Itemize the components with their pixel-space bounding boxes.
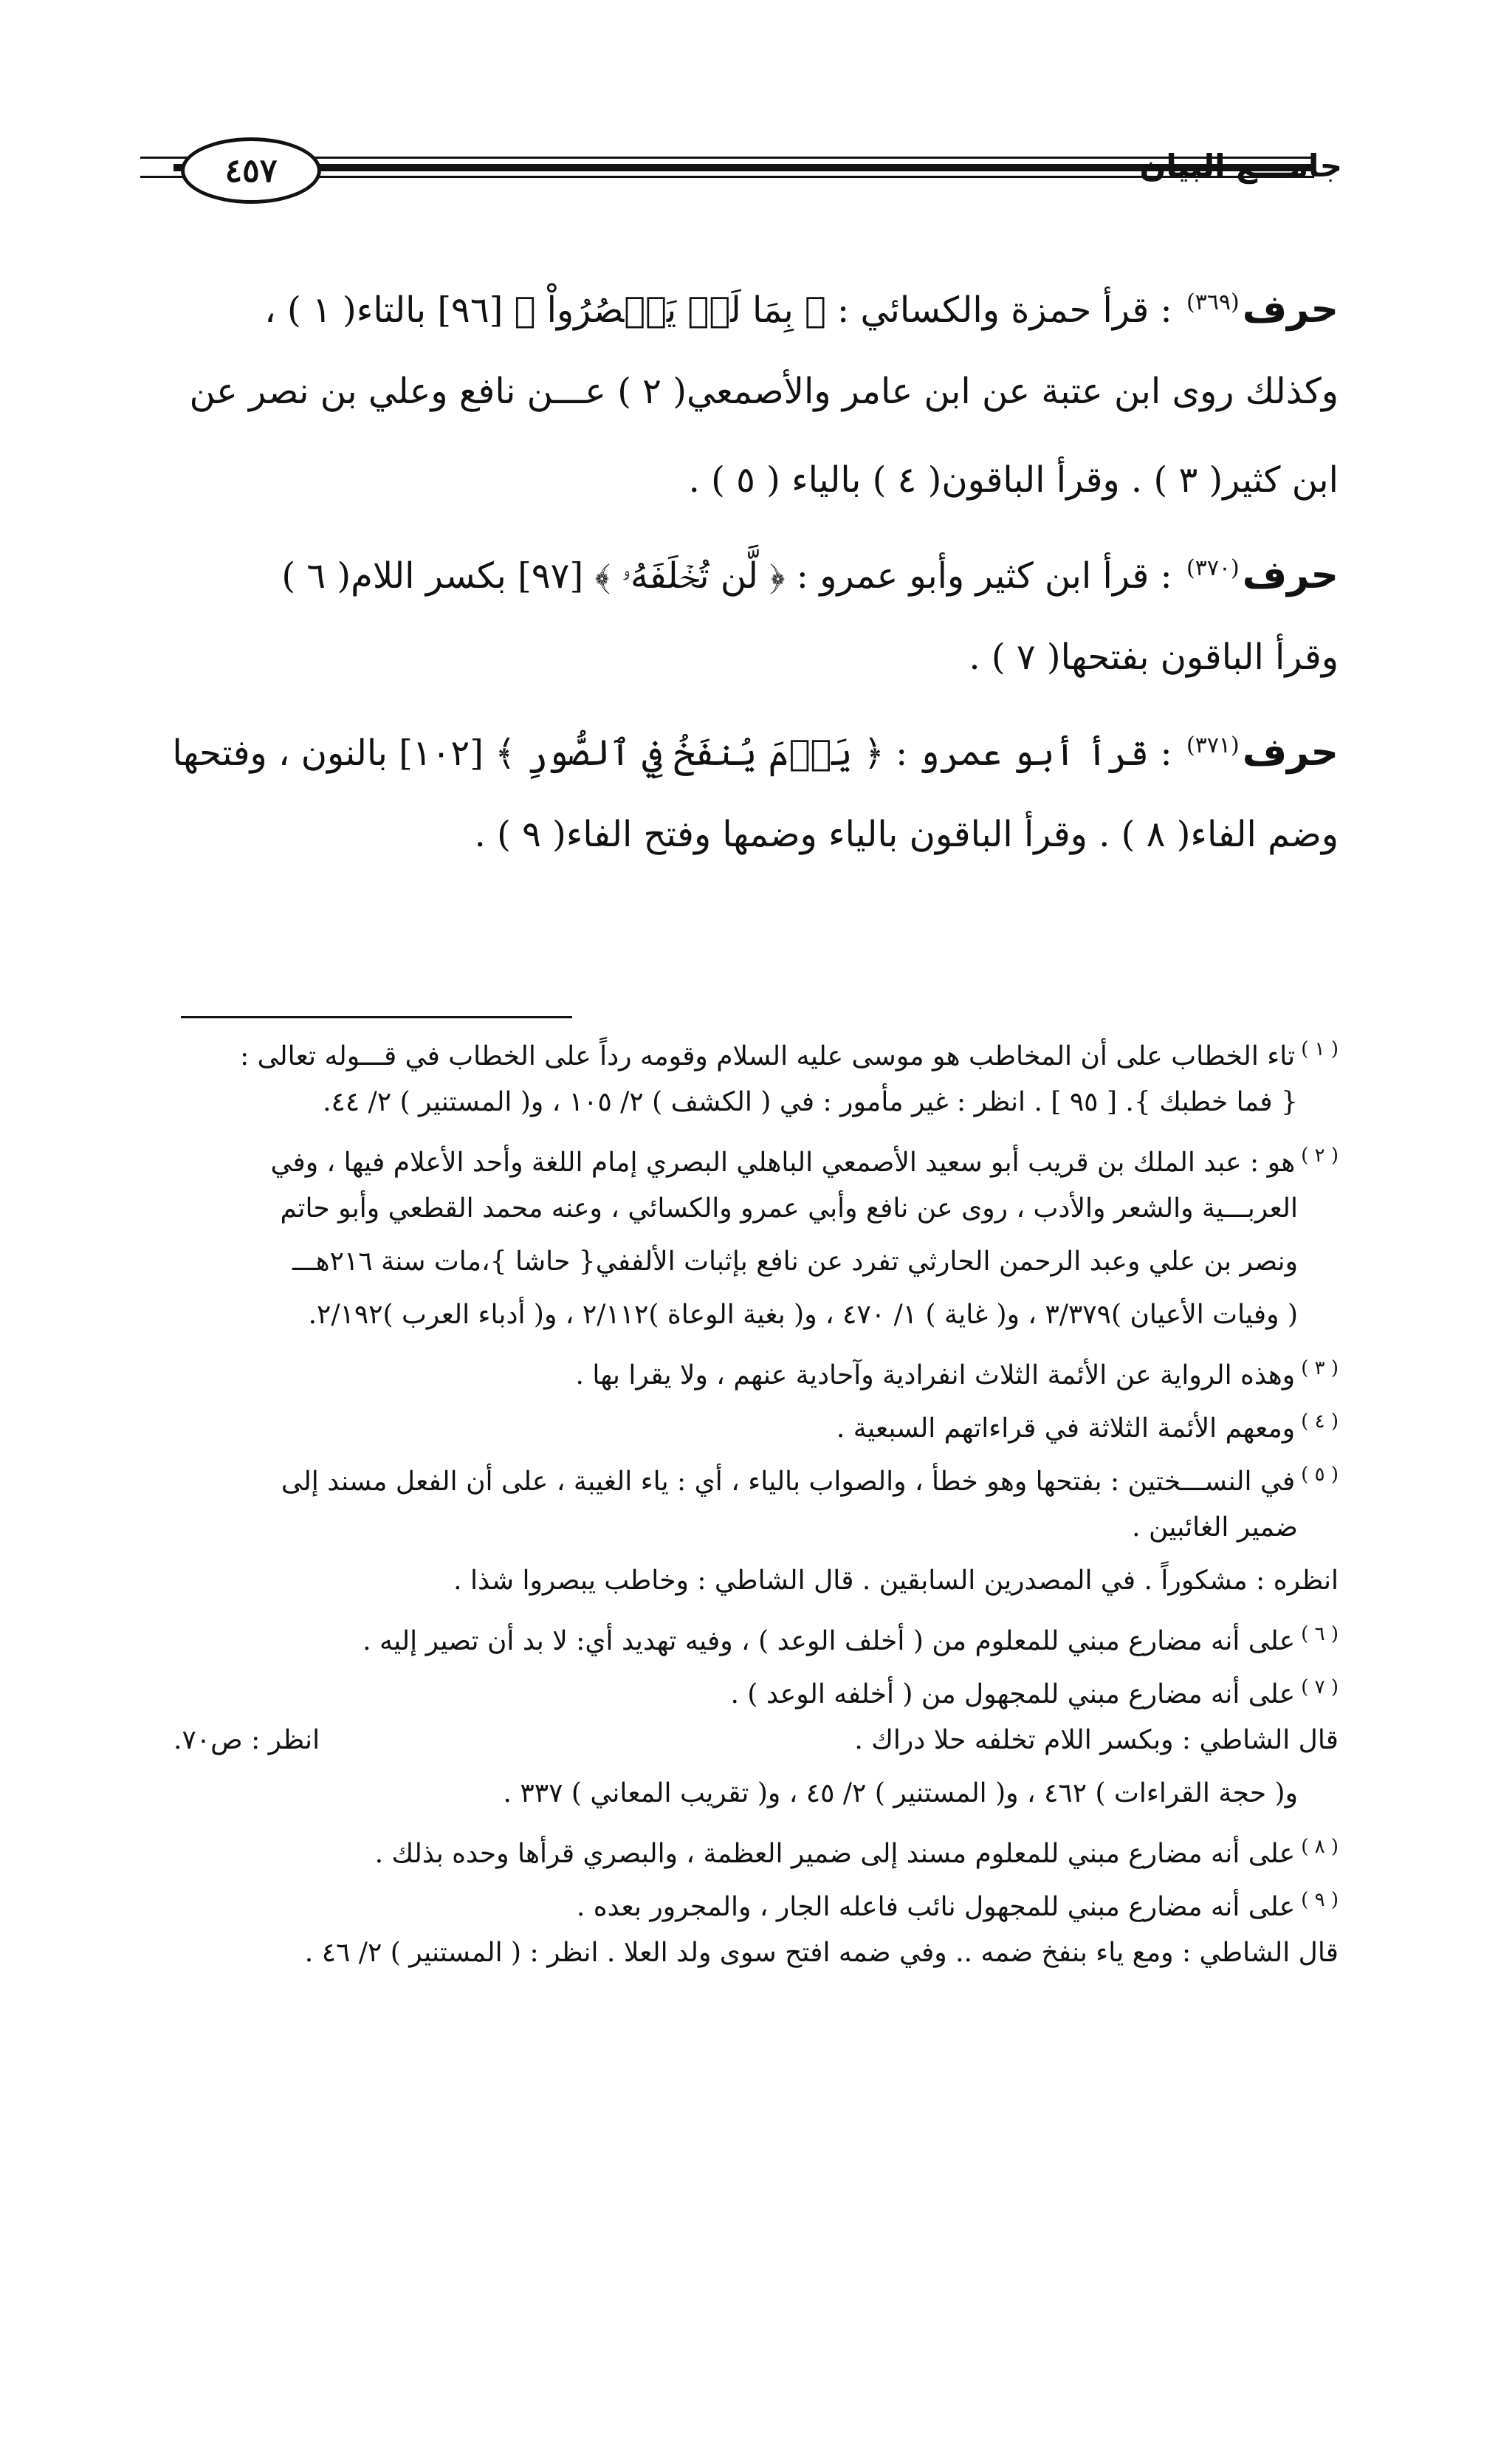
harf-number: (٣٧١) xyxy=(1186,733,1240,758)
footnote-text: تاء الخطاب على أن المخاطب هو موسى عليه السلام وقومه رداً على الخطاب في قـــوله تعالى : xyxy=(240,1041,1296,1071)
footnote-text: على أنه مضارع مبني للمجهول من ( أخلفه الوعد ) . xyxy=(730,1679,1296,1709)
footnote-line xyxy=(173,1771,1298,1817)
line-text: وكذلك روى ابن عتبة عن ابن عامر والأصمعي( ٢ ) عـــن نافع وعلي بن نصر عن xyxy=(189,371,1339,412)
footnote-line xyxy=(173,1718,1339,1763)
harf-label: حرف xyxy=(1242,553,1339,597)
footnote-mark: ( ٨ ) xyxy=(1301,1836,1339,1858)
footnote-line xyxy=(173,1133,1339,1186)
running-title: جامـــع البيان xyxy=(1139,148,1342,184)
footnote-line xyxy=(173,1080,1298,1125)
footnote-line xyxy=(173,1611,1339,1664)
line-text: : قرأ ابن كثير وأبو عمرو : ﴿ لَّن تُخۡلَفَهُۥ ﴾ [٩٧] بكسر اللام( ٦ ) xyxy=(281,555,1172,597)
footnote-text: انظره : مشكوراً . في المصدرين السابقين . قال الشاطي : وخاطب يبصروا شذا . xyxy=(453,1565,1339,1596)
footnote-text: العربـــية والشعر والأدب ، روى عن نافع وأبي عمرو والكسائي ، وعنه محمد القطعي وأبو حاتم xyxy=(280,1193,1298,1224)
footnote-mark: ( ٧ ) xyxy=(1301,1676,1339,1698)
line-text: : قرأ حمزة والكسائي : ﴿ بِمَا لَمۡ يَبۡصُرُواْ ﴾ [٩٦] بالتاء( ١ ) ، xyxy=(264,289,1172,331)
main-line xyxy=(173,450,1339,510)
footnote-text: وهذه الرواية عن الأئمة الثلاث انفرادية وآحادية عنهم ، ولا يقرا بها . xyxy=(575,1360,1296,1390)
footnote-text: على أنه مضارع مبني للمعلوم من ( أخلف الوعد ) ، وفيه تهديد أي: لا بد أن تصير إليه . xyxy=(362,1626,1296,1656)
footnote-text: ضمير الغائبين . xyxy=(1132,1512,1298,1543)
footnote-ref: انظر : ص٧٠. xyxy=(173,1725,320,1755)
footnote-mark: ( ٢ ) xyxy=(1301,1145,1339,1167)
main-line xyxy=(173,805,1339,864)
footnote-text: ومعهم الأئمة الثلاثة في قراءاتهم السبعية . xyxy=(836,1413,1296,1444)
footnote-mark: ( ٦ ) xyxy=(1301,1623,1339,1645)
harf-label: حرف xyxy=(1242,287,1339,332)
footnote-line xyxy=(173,1824,1339,1877)
footnote-text: و( حجة القراءات ) ٤٦٢ ، و( المستنير ) ٢/ ٤٥ ، و( تقريب المعاني ) ٣٣٧ . xyxy=(503,1778,1298,1808)
main-line xyxy=(173,362,1339,421)
footnote-text: ( وفيات الأعيان )٣/٣٧٩ ، و( غاية ) ١/ ٤٧٠ ، و( بغية الوعاة )٢/١١٢ ، و( أدباء العرب )٢/١٩٢. xyxy=(308,1300,1298,1330)
line-text: وضم الفاء( ٨ ) . وقرأ الباقون بالياء وضمها وفتح الفاء( ٩ ) . xyxy=(474,814,1339,855)
footnote-line xyxy=(173,1345,1339,1399)
footnote-separator xyxy=(181,1016,572,1018)
footnote-line xyxy=(173,1399,1339,1452)
main-line xyxy=(173,273,1339,340)
line-text: : قرأ أبو عمرو : ﴿ يَوۡمَ يُنفَخُ فِي ٱلصُّورِ ﴾ [١٠٢] بالنون ، وفتحها xyxy=(172,733,1172,774)
footnote-text: ونصر بن علي وعبد الرحمن الحارثي تفرد عن نافع بإثبات الألففي{ حاشا }،مات سنة ٢١٦هـــ xyxy=(292,1246,1298,1277)
footnote-line xyxy=(173,1186,1298,1232)
footnote-line xyxy=(173,1452,1339,1505)
footnote-text: في النســـختين : بفتحها وهو خطأ ، والصواب بالياء ، أي : ياء الغيبة ، على أن الفعل مسند إلى xyxy=(281,1467,1296,1497)
footnote-line xyxy=(173,1558,1339,1604)
footnote-mark: ( ٤ ) xyxy=(1301,1410,1339,1433)
main-line xyxy=(173,539,1339,606)
footnote-line xyxy=(173,1930,1339,1976)
footnote-mark: ( ٩ ) xyxy=(1301,1889,1339,1911)
footnote-text: قال الشاطي : ومع ياء بنفخ ضمه .. وفي ضمه افتح سوى ولد العلا . انظر : ( المستنير ) ٢/ ٤٦ . xyxy=(304,1938,1339,1968)
footnote-mark: ( ٣ ) xyxy=(1301,1357,1339,1379)
footnote-line xyxy=(173,1239,1298,1285)
page-number: ٤٥٧ xyxy=(181,137,321,204)
harf-number: (٣٦٩) xyxy=(1186,289,1240,315)
harf-label: حرف xyxy=(1242,730,1339,775)
footnote-line xyxy=(173,1026,1339,1080)
footnote-line xyxy=(173,1505,1298,1551)
footnote-line xyxy=(173,1664,1339,1718)
footnote-text: على أنه مضارع مبني للمعلوم مسند إلى ضمير العظمة ، والبصري قرأها وحده بذلك . xyxy=(374,1839,1296,1869)
line-text: وقرأ الباقون بفتحها( ٧ ) . xyxy=(969,637,1339,678)
footnote-mark: ( ٥ ) xyxy=(1301,1464,1339,1486)
footnote-text: على أنه مضارع مبني للمجهول نائب فاعله الجار ، والمجرور بعده . xyxy=(576,1892,1296,1922)
harf-number: (٣٧٠) xyxy=(1186,555,1240,581)
footnote-line xyxy=(173,1292,1298,1338)
main-line xyxy=(173,628,1339,687)
footnote-mark: ( ١ ) xyxy=(1301,1038,1339,1060)
main-line xyxy=(173,716,1339,783)
footnote-text: هو : عبد الملك بن قريب أبو سعيد الأصمعي الباهلي البصري إمام اللغة وأحد الأعلام فيها ، وفي xyxy=(270,1148,1296,1178)
line-text: ابن كثير( ٣ ) . وقرأ الباقون( ٤ ) بالياء ( ٥ ) . xyxy=(688,459,1339,501)
footnote-line xyxy=(173,1877,1339,1930)
footnote-text: { فما خطبك }. [ ٩٥ ] . انظر : غير مأمور : في ( الكشف ) ٢/ ١٠٥ ، و( المستنير ) ٢/ ٤٤. xyxy=(323,1087,1298,1117)
footnote-text: قال الشاطي : وبكسر اللام تخلفه حلا دراك . xyxy=(854,1725,1339,1755)
